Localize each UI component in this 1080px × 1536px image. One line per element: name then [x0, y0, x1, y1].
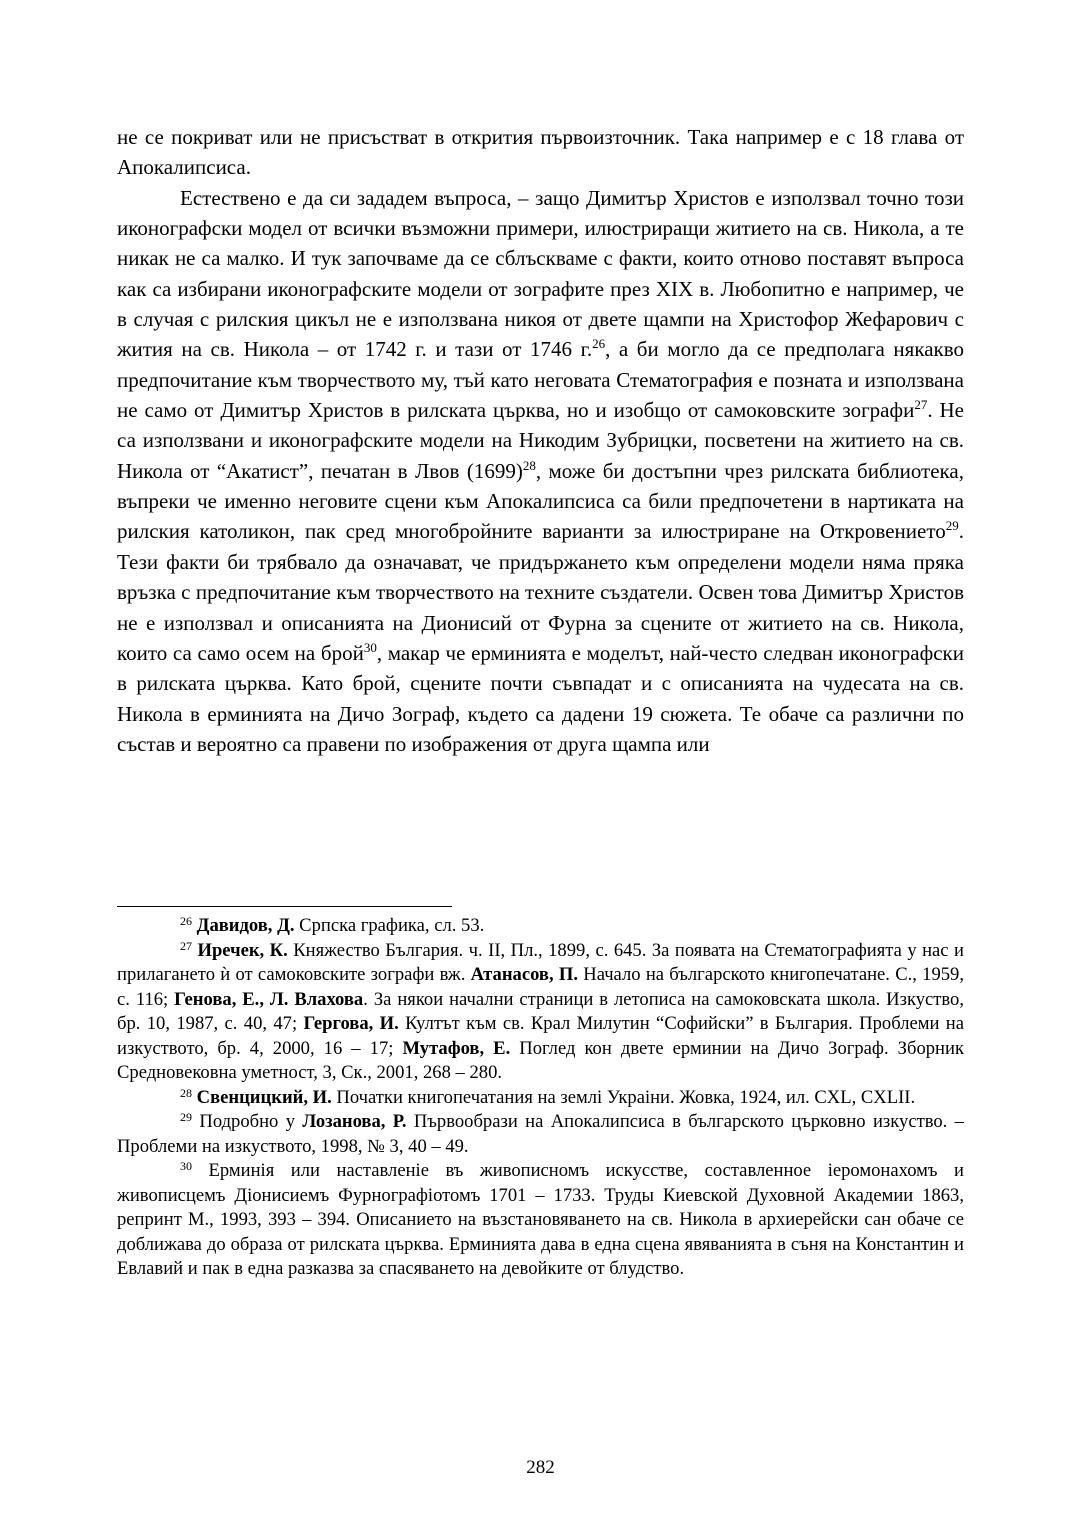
paragraph-2 [117, 183, 964, 760]
footnote-26-number: 26 [180, 914, 192, 928]
footnote-29-number: 29 [180, 1110, 192, 1124]
footnote-27-author-3: Генова, Е., Л. Влахова [174, 988, 364, 1010]
footnote-29-author: Лозанова, Р. [302, 1111, 407, 1132]
footnote-27-author-2: Атанасов, П. [470, 964, 578, 985]
footnote-27-author-1: Иречек, К. [197, 939, 288, 961]
footnote-27-text-1: Княжество България. ч. II, Пл., 1899, с. 645. За появата на Стематографията у нас и прилагането ѝ от самоковските зографи вж. [117, 939, 964, 985]
paragraph-2-part-1: Естествено е да си зададем въпроса, – защо Димитър Христов е използвал точно този иконографски модел от всички възможни примери, илюстриращи житието на св. Никола, а те никак не са малко. И тук започваме да се сблъскваме с факти, които отново поставят въпроса как са избирани иконографските модели от зографите през XIX в. Любопитно е например, че в случая с рилския цикъл не е използвана никоя от двете щампи на Христофор Жефарович с жития на св. Никола – от 1742 г. и тази от 1746 г. [117, 185, 964, 362]
footnote-26 [117, 914, 964, 939]
footnote-27 [117, 939, 964, 1086]
page [117, 122, 965, 1478]
paragraph-2-part-2: , а би могло да се предполага някакво предпочитание към творчеството му, тъй като неговата Стематография е позната и използвана не само от Димитър Христов в рилската църква, но и изобщо от самоковските зографи [117, 337, 965, 423]
footnote-29-text: Първообрази на Апокалипсиса в българското църковно изкуство. – Проблеми на изкуството, 1998, № 3, 40 – 49. [117, 1111, 964, 1157]
footnote-28-text: Початки книгопечатания на землі Украіни. Жовка, 1924, ил. CXL, CXLII. [331, 1086, 916, 1108]
footnote-ref-26[interactable]: 26 [592, 336, 606, 352]
paragraph-2-part-4: , може би достъпни чрез рилската библиотека, въпреки че именно неговите сцени към Апокалипсиса са били предпочетени в нартиката на рилския католикон, пак сред многобройните варианти за илюстриране на Откровението [117, 458, 964, 544]
footnote-27-author-4: Гергова, И. [303, 1013, 399, 1034]
footnote-28-number: 28 [180, 1085, 192, 1100]
footnote-29 [117, 1110, 964, 1159]
footnote-27-author-5: Мутафов, Е. [402, 1037, 511, 1059]
page-number: 282 [526, 1457, 555, 1478]
footnote-28-author: Свенцицкий, И. [196, 1086, 332, 1108]
footnote-27-text-2: Начало на българското книгопечатане. С., 1959, с. 116; [117, 964, 964, 1010]
footnote-27-text-5: Поглед кон двете ерминии на Дичо Зограф. Зборник Средновековна уметност, 3, Ск., 2001, 268 – 280. [117, 1037, 964, 1083]
footnote-ref-29[interactable]: 29 [945, 518, 959, 534]
paragraph-2-part-5: . Тези факти би трябвало да означават, че придържането към определени модели няма пряка връзка с предпочитание към творчеството на техните създатели. Освен това Димитър Христов не е използвал и описанията на Дионисий от Фурна за сцените от житието на св. Никола, които са само осем на брой [117, 519, 964, 665]
footnote-27-text-4: Култът към св. Крал Милутин “Софийски” в България. Проблеми на изкуството, бр. 4, 2000, 16 – 17; [117, 1013, 964, 1059]
footnote-ref-30[interactable]: 30 [363, 639, 377, 655]
paragraph-2-part-6: , макар че ерминията е моделът, най-често следван иконографски в рилската църква. Като брой, сцените почти съвпадат и с описанията на чудесата на св. Никола в ерминията на Дичо Зограф, където са дадени 19 сюжета. Те обаче са различни по състав и вероятно са правени по изображения от друга щампа или [117, 640, 964, 756]
main-text [117, 122, 964, 759]
footnote-ref-28[interactable]: 28 [522, 457, 536, 473]
footnote-30 [117, 1159, 964, 1282]
footnote-26-author: Давидов, Д. [196, 915, 295, 936]
footnote-ref-27[interactable]: 27 [914, 397, 928, 413]
footnote-28 [117, 1086, 964, 1111]
footnotes [117, 914, 964, 1282]
paragraph-2-part-3: . Не са използвани и иконографските модели на Никодим Зубрицки, посветени на житието на св. Никола от “Акатист”, печатан в Лвов (1699) [117, 398, 964, 483]
footnote-divider [117, 906, 452, 907]
footnote-27-number: 27 [180, 938, 192, 953]
footnote-27-text-3: . За някои начални страници в летописа на самоковската школа. Изкуство, бр. 10, 1987, с. 40, 47; [117, 988, 964, 1034]
footnote-30-number: 30 [180, 1159, 192, 1173]
paragraph-1: не се покриват или не присъстват в открития първоизточник. Така например е с 18 глава от Апокалипсиса. [117, 125, 964, 180]
footnote-29-pre: Подробно у [192, 1111, 303, 1132]
footnote-30-text: Ерминія или наставленіе въ живописномъ искусстве, составленное іеромонахомъ и живописцемъ Діонисиемъ Фурнографіотомъ 1701 – 1733. Труды Киевской Духовной Академии 1863, репринт М., 1993, 393 – 394. Описанието на възстановяването на св. Никола в архиерейски сан обаче се доближава до образа от рилската църква. Ерминията дава в една сцена явяванията в съня на Константин и Евлавий и пак в една разказва за спасяването на девойките от блудство. [117, 1160, 964, 1279]
footnote-26-text: Српска графика, сл. 53. [294, 915, 485, 936]
